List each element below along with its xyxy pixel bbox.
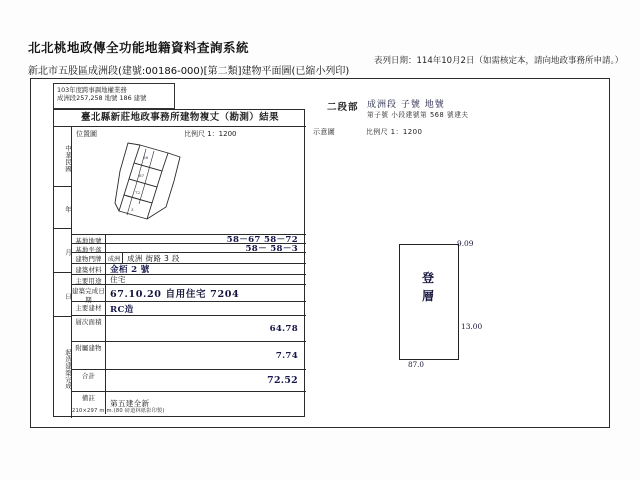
print-date: 表列日期：114年10月2日（如需核定本，請向地政事務所申請。）	[374, 56, 624, 66]
row-label-accessory: 附屬建物	[72, 342, 106, 369]
row-value-base-location: 58－ 58－3	[245, 244, 298, 254]
table-row	[72, 253, 306, 264]
vertical-label-4: 起造建築完成	[64, 348, 72, 390]
survey-result-form	[53, 109, 305, 417]
row-value-door-no: 成洲 街路 3 段	[127, 253, 180, 263]
building-label: 登 層	[421, 271, 434, 303]
row-label-material: 建築材料	[72, 264, 106, 274]
row-label-base-lot-no: 基地地號	[72, 235, 106, 243]
row-value-base-lot-no: 58－67 58－72	[226, 235, 298, 245]
right-panel-hand-title: 成洲段 子號 地號	[367, 100, 445, 110]
dimension-top: 9.09	[457, 239, 474, 248]
row-value-main-use: 住宅	[110, 275, 126, 284]
scanned-document-frame	[30, 78, 610, 428]
row-value-accessory: 7.74	[275, 350, 298, 361]
row-value-main-structure: RC造	[110, 304, 134, 315]
row-label-main-use: 主要用途	[72, 275, 106, 284]
vertical-label-2: 月	[54, 229, 71, 273]
dimension-bottom: 87.0	[408, 360, 425, 369]
right-scale-row	[313, 127, 422, 137]
table-row	[72, 370, 306, 392]
vertical-label-strip	[54, 127, 72, 418]
svg-text:72: 72	[135, 190, 141, 195]
row-sub-label-door-no: 成洲	[106, 253, 123, 263]
svg-text:58: 58	[143, 155, 149, 160]
table-row	[72, 275, 306, 285]
vertical-label-3: 日	[54, 273, 71, 317]
row-label-base-location: 基地坐落	[72, 244, 106, 252]
table-row	[72, 244, 306, 253]
svg-text:3: 3	[131, 207, 134, 212]
row-value-total: 72.52	[267, 375, 298, 386]
table-row	[72, 342, 306, 370]
right-scale-label: 示意圖	[313, 128, 336, 136]
vertical-label-0: 中華民國	[54, 127, 71, 187]
row-label-main-structure: 主要建材	[72, 302, 106, 315]
form-footer-note: 210×297 m.m.(80 磅道林紙影印製)	[72, 408, 165, 414]
parcel-sketch-drawing	[110, 141, 202, 231]
vertical-label-1: 年	[54, 187, 71, 229]
row-value-remarks: 第五建全新	[110, 398, 150, 408]
row-label-remarks: 備註	[72, 392, 106, 414]
registration-stamp-line2: 成洲段257,258 地號 186 建號	[57, 94, 147, 103]
svg-text:67: 67	[139, 173, 145, 178]
table-row	[72, 285, 306, 302]
row-value-floor-area: 64.78	[269, 323, 298, 334]
system-title: 北北桃地政傳全功能地籍資料查詢系統	[28, 40, 250, 55]
row-label-completion-date: 建築完成日期	[72, 287, 105, 304]
row-value-material: 金栢 2 號	[110, 265, 150, 275]
table-row	[72, 302, 306, 316]
registration-stamp	[53, 83, 175, 109]
right-scale-value: 比例尺 1：1200	[365, 128, 423, 136]
row-label-door-no: 建物門牌	[72, 253, 106, 263]
sketch-scale-label: 比例尺 1：1200	[184, 130, 237, 138]
document-subtitle: 新北市五股區成洲段(建號:00186-000)[第二類]建物平面圖(已縮小列印)	[28, 66, 350, 77]
table-row	[72, 316, 306, 342]
right-panel-hand-sub: 第子號 小段建號第 568 號建夫	[367, 111, 469, 119]
right-panel-title: 二段部	[327, 102, 359, 113]
form-data-grid	[72, 235, 306, 418]
form-title: 臺北縣新莊地政事務所建物複丈（勘測）結果	[54, 110, 306, 127]
table-row	[72, 264, 306, 275]
registration-stamp-line1: 103年度跨事調地權業務	[57, 86, 127, 94]
dimension-right: 13.00	[461, 322, 483, 331]
row-label-total: 合計	[72, 370, 106, 391]
location-sketch-area	[72, 127, 306, 235]
row-value-completion-date: 67.10.20 自用住宅 7204	[110, 289, 240, 300]
sketch-left-label: 位置圖	[76, 130, 97, 138]
row-label-floor-area: 層次面積	[72, 316, 106, 341]
